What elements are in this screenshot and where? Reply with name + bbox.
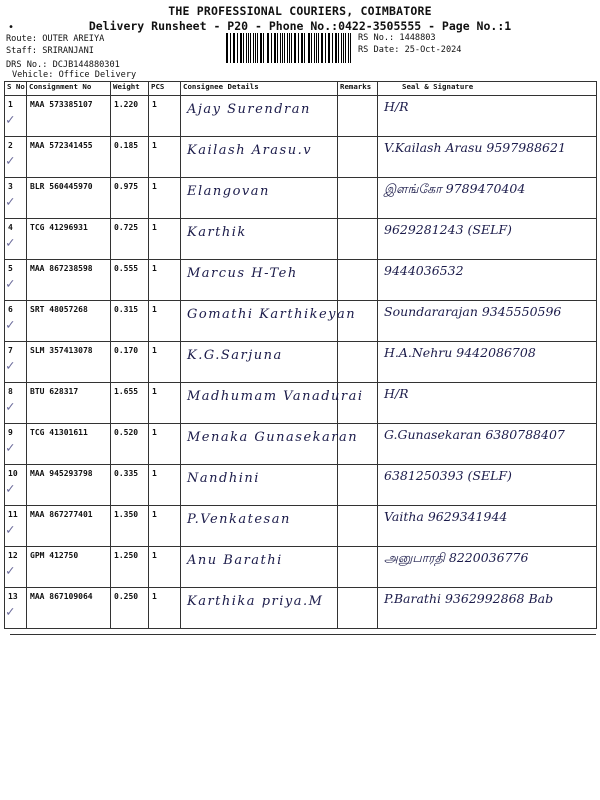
signature-cell-cell: [378, 424, 597, 465]
weight-value: 0.975: [114, 182, 139, 191]
signature-cell: V.Kailash Arasu 9597988621: [384, 140, 566, 155]
consignee-name-cell: [181, 178, 338, 219]
table-row: [5, 178, 597, 219]
signature-cell-cell: [378, 588, 597, 629]
rs-number: RS No.: 1448803: [358, 33, 436, 43]
weight-value-cell: [111, 506, 149, 547]
serial-number-cell: [5, 424, 27, 465]
consignment-number: MAA 867109064: [30, 592, 93, 601]
consignee-name: Gomathi Karthikeyan: [187, 307, 357, 322]
signature-cell-cell: [378, 342, 597, 383]
pcs-value-cell: [149, 219, 181, 260]
pcs-value: 1: [152, 551, 157, 560]
signature-cell: இளங்கோ 9789470404: [384, 181, 526, 196]
consignee-name: K.G.Sarjuna: [187, 348, 283, 363]
consignment-number-cell: [27, 547, 111, 588]
barcode-image: [226, 33, 352, 63]
check-mark-icon: ✓: [6, 317, 15, 333]
table-row: [5, 342, 597, 383]
weight-value: 0.555: [114, 264, 139, 273]
weight-value-cell: [111, 342, 149, 383]
consignment-number: BLR 560445970: [30, 182, 93, 191]
serial-number: 6: [8, 305, 13, 314]
runsheet-table: [4, 81, 597, 629]
remarks-cell-cell: [338, 260, 378, 301]
check-mark-icon: ✓: [6, 112, 15, 128]
table-row: [5, 219, 597, 260]
serial-number-cell: [5, 383, 27, 424]
col-consignment: Consignment No: [27, 82, 111, 96]
pcs-value-cell: [149, 178, 181, 219]
serial-number-cell: [5, 301, 27, 342]
signature-cell-cell: [378, 506, 597, 547]
pcs-value: 1: [152, 510, 157, 519]
pcs-value: 1: [152, 305, 157, 314]
consignee-name-cell: [181, 424, 359, 465]
table-row: [5, 137, 597, 178]
weight-value: 0.520: [114, 428, 139, 437]
col-consignee: Consignee Details: [181, 82, 338, 96]
serial-number: 11: [8, 510, 18, 519]
check-mark-icon: ✓: [6, 276, 15, 292]
consignee-name: Ajay Surendran: [187, 102, 311, 117]
col-pcs: PCS: [149, 82, 181, 96]
signature-cell: P.Barathi 9362992868 Bab: [384, 591, 554, 606]
pcs-value-cell: [149, 424, 181, 465]
serial-number-cell: [5, 178, 27, 219]
weight-value-cell: [111, 219, 149, 260]
signature-cell: Vaitha 9629341944: [384, 509, 508, 524]
consignment-number: TCG 41301611: [30, 428, 88, 437]
check-mark-icon: ✓: [6, 522, 15, 538]
table-row: [5, 260, 597, 301]
consignee-name-cell: [181, 383, 364, 424]
pcs-value-cell: [149, 547, 181, 588]
pcs-value: 1: [152, 592, 157, 601]
serial-number: 8: [8, 387, 13, 396]
weight-value: 1.350: [114, 510, 139, 519]
consignee-name: Karthik: [187, 225, 247, 240]
pcs-value: 1: [152, 100, 157, 109]
pcs-value: 1: [152, 387, 157, 396]
consignee-name: Nandhini: [187, 471, 260, 486]
serial-number-cell: [5, 547, 27, 588]
vehicle-label: Vehicle: Office Delivery: [12, 70, 137, 80]
consignment-number-cell: [27, 137, 111, 178]
check-mark-icon: ✓: [6, 153, 15, 169]
remarks-cell-cell: [338, 465, 378, 506]
consignment-number-cell: [27, 342, 111, 383]
table-row: [5, 424, 597, 465]
rs-date: RS Date: 25-Oct-2024: [358, 45, 462, 55]
pcs-value: 1: [152, 428, 157, 437]
consignment-number: MAA 573385107: [30, 100, 93, 109]
signature-cell: G.Gunasekaran 6380788407: [384, 427, 565, 442]
staff-label: Staff: SRIRANJANI: [6, 46, 94, 56]
company-title: THE PROFESSIONAL COURIERS, COIMBATORE: [168, 4, 432, 18]
serial-number-cell: [5, 465, 27, 506]
pcs-value-cell: [149, 383, 181, 424]
table-bottom-rule: [10, 634, 596, 635]
consignment-number: BTU 628317: [30, 387, 79, 396]
serial-number: 13: [8, 592, 18, 601]
serial-number: 10: [8, 469, 18, 478]
remarks-cell-cell: [338, 547, 378, 588]
pcs-value-cell: [149, 137, 181, 178]
col-weight: Weight: [111, 82, 149, 96]
check-mark-icon: ✓: [6, 563, 15, 579]
consignment-number: TCG 41296931: [30, 223, 88, 232]
signature-cell: 6381250393 (SELF): [384, 468, 512, 483]
consignee-name-cell: [181, 465, 338, 506]
pcs-value-cell: [149, 260, 181, 301]
drs-number: DRS No.: DCJB144880301: [6, 60, 120, 70]
route-label: Route: OUTER AREIYA: [6, 34, 105, 44]
weight-value-cell: [111, 547, 149, 588]
pcs-value: 1: [152, 346, 157, 355]
consignment-number-cell: [27, 465, 111, 506]
weight-value: 0.170: [114, 346, 139, 355]
pcs-value-cell: [149, 301, 181, 342]
check-mark-icon: ✓: [6, 358, 15, 374]
consignee-name-cell: [181, 342, 338, 383]
consignee-name-cell: [181, 506, 338, 547]
signature-cell: அனுபாரதி 8220036776: [384, 550, 529, 565]
consignment-number-cell: [27, 178, 111, 219]
signature-cell: 9444036532: [384, 263, 464, 278]
serial-number: 1: [8, 100, 13, 109]
signature-cell-cell: [378, 137, 597, 178]
signature-cell-cell: [378, 301, 597, 342]
signature-cell-cell: [378, 465, 597, 506]
table-row: [5, 547, 597, 588]
consignment-number-cell: [27, 588, 111, 629]
consignee-name-cell: [181, 137, 338, 178]
table-row: [5, 506, 597, 547]
remarks-cell-cell: [338, 137, 378, 178]
consignee-name-cell: [181, 301, 357, 342]
table-row: [5, 383, 597, 424]
serial-number-cell: [5, 588, 27, 629]
pcs-value: 1: [152, 223, 157, 232]
consignee-name: Anu Barathi: [187, 553, 283, 568]
serial-number-cell: [5, 506, 27, 547]
signature-cell: H/R: [384, 386, 409, 401]
weight-value-cell: [111, 588, 149, 629]
pcs-value: 1: [152, 264, 157, 273]
weight-value: 0.250: [114, 592, 139, 601]
signature-cell: 9629281243 (SELF): [384, 222, 512, 237]
col-sno: S No: [5, 82, 27, 96]
table-row: [5, 588, 597, 629]
pcs-value-cell: [149, 465, 181, 506]
remarks-cell-cell: [338, 301, 378, 342]
consignee-name: Marcus H-Teh: [187, 266, 298, 281]
serial-number: 3: [8, 182, 13, 191]
consignment-number: MAA 867238598: [30, 264, 93, 273]
remarks-cell-cell: [338, 96, 378, 137]
signature-cell-cell: [378, 260, 597, 301]
consignee-name-cell: [181, 260, 338, 301]
signature-cell: H/R: [384, 99, 409, 114]
signature-cell-cell: [378, 547, 597, 588]
consignee-name: Menaka Gunasekaran: [187, 430, 359, 445]
signature-cell: H.A.Nehru 9442086708: [384, 345, 536, 360]
consignment-number-cell: [27, 219, 111, 260]
consignee-name-cell: [181, 219, 338, 260]
serial-number: 4: [8, 223, 13, 232]
pcs-value: 1: [152, 469, 157, 478]
serial-number-cell: [5, 96, 27, 137]
consignment-number: MAA 572341455: [30, 141, 93, 150]
weight-value: 0.185: [114, 141, 139, 150]
serial-number: 12: [8, 551, 18, 560]
consignment-number: MAA 867277401: [30, 510, 93, 519]
serial-number: 9: [8, 428, 13, 437]
pcs-value-cell: [149, 342, 181, 383]
consignee-name-cell: [181, 96, 338, 137]
serial-number-cell: [5, 342, 27, 383]
pcs-value-cell: [149, 588, 181, 629]
pcs-value: 1: [152, 141, 157, 150]
consignee-name: Kailash Arasu.v: [187, 143, 313, 158]
consignment-number: MAA 945293798: [30, 469, 93, 478]
remarks-cell-cell: [338, 219, 378, 260]
pcs-value: 1: [152, 182, 157, 191]
weight-value: 0.315: [114, 305, 139, 314]
remarks-cell-cell: [338, 178, 378, 219]
consignment-number: GPM 412750: [30, 551, 79, 560]
serial-number-cell: [5, 137, 27, 178]
remarks-cell-cell: [338, 342, 378, 383]
remarks-cell-cell: [338, 588, 378, 629]
runsheet-title: Delivery Runsheet - P20 - Phone No.:0422-3505555 - Page No.:1: [88, 19, 512, 33]
weight-value-cell: [111, 137, 149, 178]
consignment-number-cell: [27, 506, 111, 547]
check-mark-icon: ✓: [6, 235, 15, 251]
table-header-row: [5, 82, 597, 96]
check-mark-icon: ✓: [6, 399, 15, 415]
pcs-value-cell: [149, 96, 181, 137]
consignment-number-cell: [27, 383, 111, 424]
signature-cell: Soundararajan 9345550596: [384, 304, 562, 319]
table-row: [5, 465, 597, 506]
weight-value: 1.250: [114, 551, 139, 560]
weight-value-cell: [111, 424, 149, 465]
consignment-number-cell: [27, 424, 111, 465]
serial-number: 7: [8, 346, 13, 355]
serial-number: 5: [8, 264, 13, 273]
signature-cell-cell: [378, 383, 597, 424]
check-mark-icon: ✓: [6, 604, 15, 620]
weight-value: 0.335: [114, 469, 139, 478]
consignment-number-cell: [27, 260, 111, 301]
consignment-number-cell: [27, 301, 111, 342]
signature-cell-cell: [378, 178, 597, 219]
remarks-cell-cell: [338, 424, 378, 465]
col-signature: Seal & Signature: [378, 82, 597, 96]
serial-number: 2: [8, 141, 13, 150]
consignee-name: P.Venkatesan: [187, 512, 291, 527]
weight-value: 0.725: [114, 223, 139, 232]
serial-number-cell: [5, 219, 27, 260]
signature-cell-cell: [378, 219, 597, 260]
weight-value-cell: [111, 96, 149, 137]
consignee-name-cell: [181, 588, 338, 629]
col-remarks: Remarks: [338, 82, 378, 96]
weight-value: 1.655: [114, 387, 139, 396]
consignment-number: SRT 48057268: [30, 305, 88, 314]
remarks-cell-cell: [338, 506, 378, 547]
remarks-cell-cell: [338, 383, 378, 424]
weight-value: 1.220: [114, 100, 139, 109]
weight-value-cell: [111, 301, 149, 342]
serial-number-cell: [5, 260, 27, 301]
consignee-name: Elangovan: [187, 184, 270, 199]
weight-value-cell: [111, 465, 149, 506]
table-row: [5, 96, 597, 137]
pcs-value-cell: [149, 506, 181, 547]
consignee-name-cell: [181, 547, 338, 588]
consignment-number-cell: [27, 96, 111, 137]
weight-value-cell: [111, 260, 149, 301]
check-mark-icon: ✓: [6, 481, 15, 497]
weight-value-cell: [111, 178, 149, 219]
stray-mark: •: [8, 22, 15, 33]
signature-cell-cell: [378, 96, 597, 137]
check-mark-icon: ✓: [6, 194, 15, 210]
consignment-number: SLM 357413078: [30, 346, 93, 355]
consignee-name: Madhumam Vanadurai: [187, 389, 364, 404]
consignee-name: Karthika priya.M: [187, 594, 324, 609]
check-mark-icon: ✓: [6, 440, 15, 456]
table-row: [5, 301, 597, 342]
weight-value-cell: [111, 383, 149, 424]
